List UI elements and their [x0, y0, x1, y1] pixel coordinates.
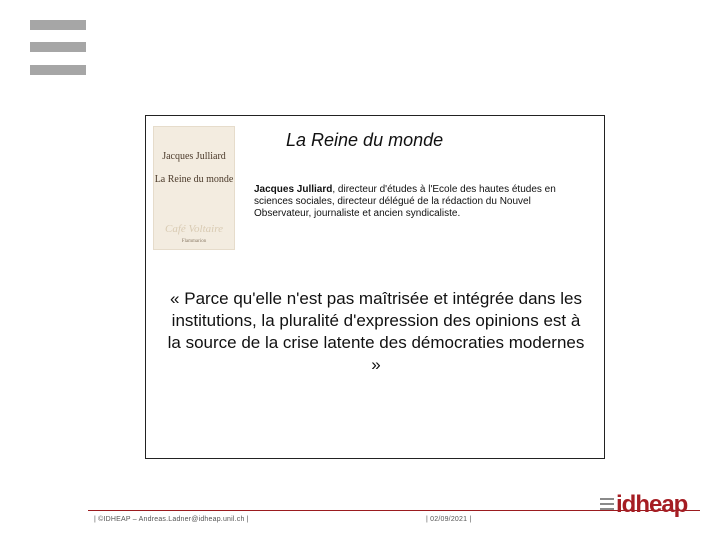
footer-date: | 02/09/2021 | [426, 516, 472, 523]
slide-frame [145, 115, 605, 459]
idheap-logo [600, 490, 700, 520]
book-cover-title: La Reine du monde [154, 174, 234, 185]
book-cover-author: Jacques Julliard [162, 151, 226, 162]
slide-title: La Reine du monde [286, 130, 444, 150]
quote-text: « Parce qu'elle n'est pas maîtrisée et intégrée dans les institutions, la pluralité d'expression des opinions est à la source de la crise latente des démocraties modernes » [167, 289, 585, 374]
hamburger-menu-icon[interactable] [30, 20, 86, 76]
author-description: , directeur d'études à l'Ecole des hautes études en sciences sociales, directeur délégué de la rédaction du Nouvel Observateur, journaliste et ancien syndicaliste. [254, 184, 556, 219]
logo-lines-icon [600, 498, 614, 512]
book-cover-series: Café Voltaire [165, 223, 223, 235]
logo-text: idheap [616, 491, 688, 518]
menu-bar-top [30, 20, 86, 30]
author-bio [254, 184, 589, 220]
menu-bar-middle [30, 42, 86, 52]
book-cover-image [153, 126, 235, 250]
book-cover-publisher: Flammarion [181, 239, 207, 244]
author-name: Jacques Julliard [254, 184, 333, 195]
footer-copyright: | ©IDHEAP – Andreas.Ladner@idheap.unil.ch | [94, 516, 249, 523]
menu-bar-bottom [30, 65, 86, 75]
